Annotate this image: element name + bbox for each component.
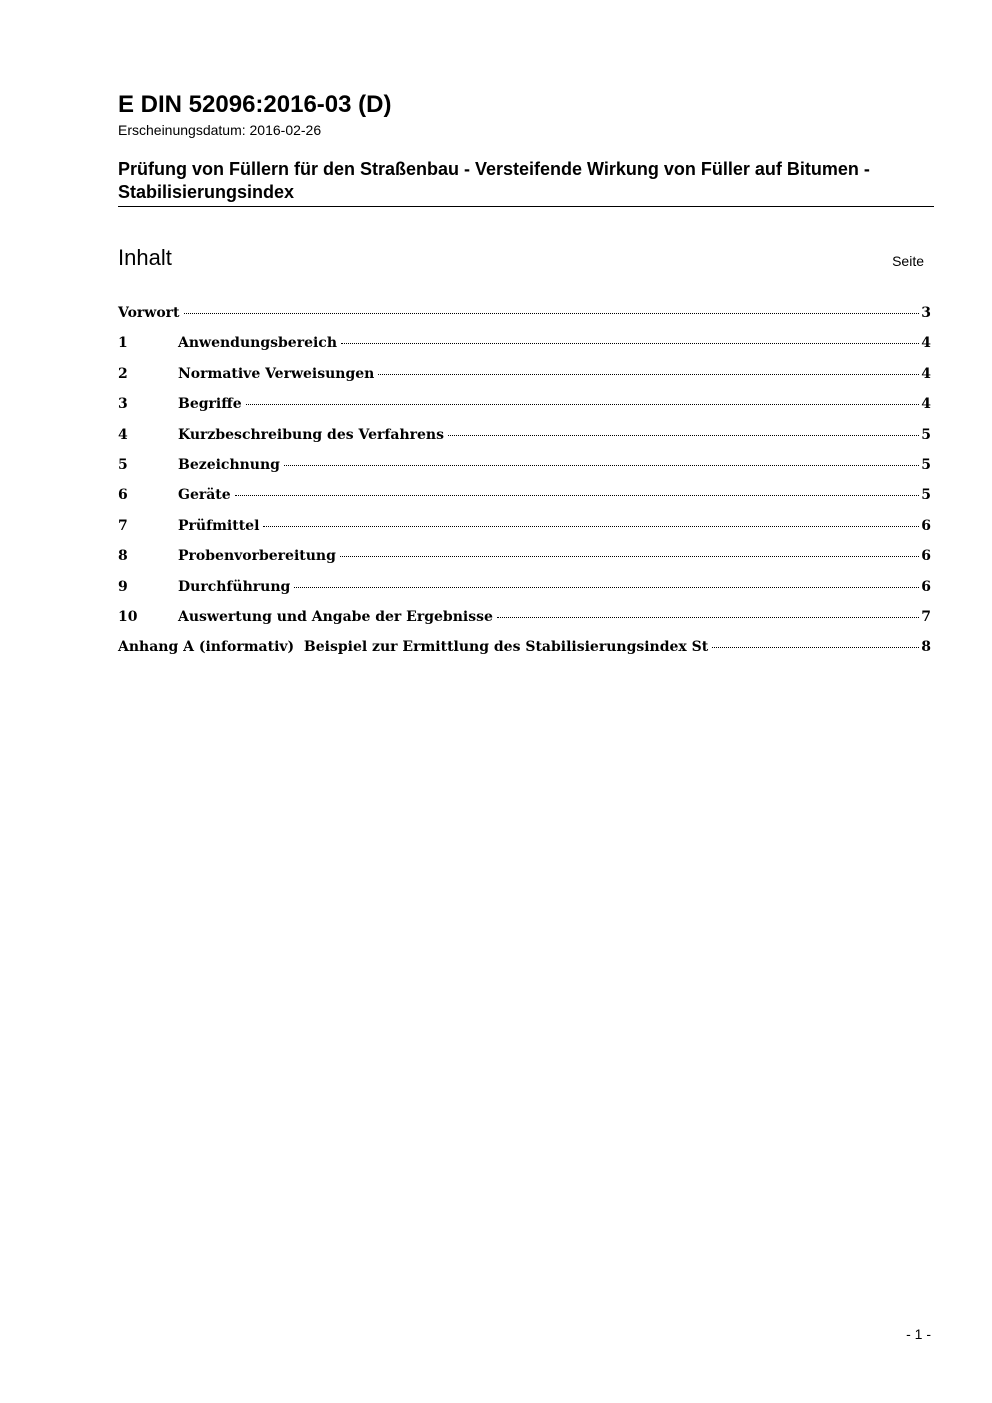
toc-dot-leader — [294, 587, 919, 588]
toc-entry-10[interactable] — [118, 604, 931, 634]
toc-entry-number: 1 — [118, 335, 128, 352]
toc-dot-leader — [448, 435, 919, 436]
toc-entry-page: 6 — [921, 578, 931, 595]
toc-dot-leader — [341, 343, 919, 344]
toc-dot-leader — [235, 495, 920, 496]
document-id: E DIN 52096:2016-03 (D) — [118, 91, 392, 118]
toc-entry-page: 3 — [921, 305, 931, 321]
toc-entry-text: Anwendungsbereich — [178, 335, 337, 352]
toc-page-column-label: Seite — [892, 253, 924, 269]
toc-entry-5[interactable] — [118, 452, 931, 482]
toc-entry-9[interactable] — [118, 574, 931, 604]
toc-heading: Inhalt — [118, 245, 172, 270]
toc-entry-text: Auswertung und Angabe der Ergebnisse — [178, 608, 493, 625]
toc-entry-number: 10 — [118, 608, 138, 625]
title-divider — [118, 206, 934, 207]
toc-entry-number: 3 — [118, 396, 128, 413]
toc-dot-leader — [263, 526, 919, 527]
toc-dot-leader — [184, 313, 920, 314]
toc-entry-number: 6 — [118, 487, 128, 504]
toc-entry-text: Geräte — [178, 487, 231, 504]
toc-entry-6[interactable] — [118, 482, 931, 512]
toc-dot-leader — [497, 617, 919, 618]
publication-date: Erscheinungsdatum: 2016-02-26 — [118, 122, 322, 138]
document-title: Prüfung von Füllern für den Straßenbau - Versteifende Wirkung von Füller auf Bitumen - Stabilisierungsindex — [118, 159, 870, 202]
toc-dot-leader — [712, 647, 919, 648]
page-number: - 1 - — [906, 1326, 931, 1342]
toc-entry-page: 4 — [921, 335, 931, 352]
toc-entry-3[interactable] — [118, 391, 931, 421]
toc-entry-page: 4 — [921, 396, 931, 413]
toc-entry-page: 5 — [921, 456, 931, 473]
toc-dot-leader — [284, 465, 919, 466]
toc-entry-number: 9 — [118, 578, 128, 595]
toc-entry-number: 8 — [118, 548, 128, 565]
toc-entry-text: Vorwort — [118, 305, 180, 321]
toc-entry-number: 4 — [118, 426, 128, 443]
table-of-contents — [118, 300, 931, 665]
toc-entry-text: Durchführung — [178, 578, 291, 595]
toc-entry-8[interactable] — [118, 543, 931, 573]
toc-entry-page: 5 — [921, 426, 931, 443]
toc-dot-leader — [246, 404, 920, 405]
toc-entry-number: 7 — [118, 517, 128, 534]
toc-entry-page: 8 — [921, 639, 931, 656]
toc-entry-7[interactable] — [118, 513, 931, 543]
toc-entry-1[interactable] — [118, 330, 931, 360]
toc-entry-text: Probenvorbereitung — [178, 548, 336, 565]
toc-entry-text: Begriffe — [178, 396, 242, 413]
toc-entry-text: Bezeichnung — [178, 456, 280, 473]
toc-entry-text: Normative Verweisungen — [178, 365, 375, 382]
toc-entry-number: 2 — [118, 365, 128, 382]
toc-entry-2[interactable] — [118, 361, 931, 391]
toc-entry-text: Anhang A (informativ) Beispiel zur Ermittlung des Stabilisierungsindex St — [118, 639, 709, 656]
toc-dot-leader — [378, 374, 919, 375]
toc-entry-text: Kurzbeschreibung des Verfahrens — [178, 426, 444, 443]
toc-entry-number: 5 — [118, 456, 128, 473]
toc-entry-page: 4 — [921, 365, 931, 382]
toc-entry-text: Prüfmittel — [178, 517, 260, 534]
toc-dot-leader — [340, 556, 919, 557]
toc-entry-page: 5 — [921, 487, 931, 504]
toc-entry-annex-a[interactable] — [118, 634, 931, 664]
toc-entry-vorwort[interactable] — [118, 300, 931, 330]
toc-entry-4[interactable] — [118, 422, 931, 452]
toc-entry-page: 6 — [921, 548, 931, 565]
toc-entry-page: 6 — [921, 517, 931, 534]
toc-entry-page: 7 — [921, 608, 931, 625]
